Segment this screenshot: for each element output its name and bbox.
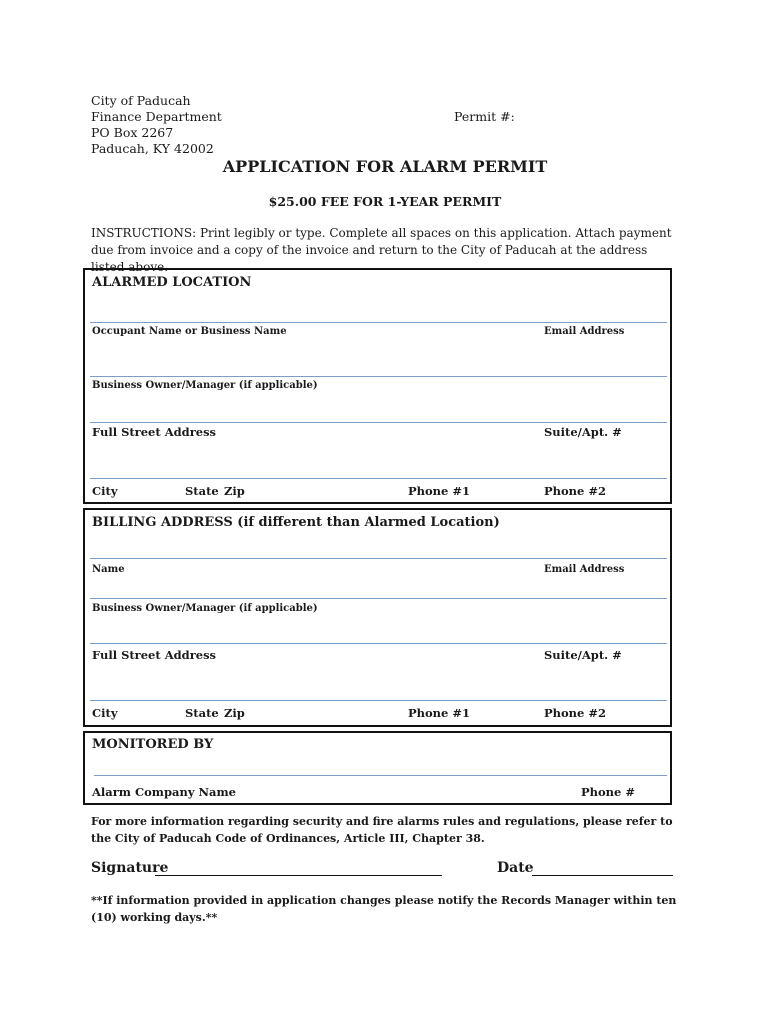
sender-line: Finance Department bbox=[91, 109, 222, 124]
sender-address bbox=[91, 93, 222, 157]
billing-zip-label: Zip bbox=[224, 706, 245, 720]
billing-street-label: Full Street Address bbox=[92, 648, 217, 662]
street-address-label: Full Street Address bbox=[92, 425, 217, 439]
billing-suite-label: Suite/Apt. # bbox=[544, 648, 622, 662]
owner-manager-label: Business Owner/Manager (if applicable) bbox=[92, 380, 318, 391]
billing-address-header: BILLING ADDRESS (if different than Alarmed Location) bbox=[92, 515, 500, 530]
alarm-company-label: Alarm Company Name bbox=[92, 785, 236, 799]
billing-name-field[interactable] bbox=[90, 558, 667, 559]
date-label: Date bbox=[497, 860, 534, 876]
billing-address-section bbox=[83, 508, 672, 727]
city-label: City bbox=[92, 484, 118, 498]
signature-field[interactable] bbox=[155, 875, 442, 876]
monitored-by-section bbox=[83, 731, 672, 805]
sender-line: Paducah, KY 42002 bbox=[91, 141, 214, 156]
alarm-company-phone-label: Phone # bbox=[581, 785, 635, 799]
monitored-by-header: MONITORED BY bbox=[92, 737, 214, 752]
form-title: APPLICATION FOR ALARM PERMIT bbox=[222, 157, 548, 176]
alarm-company-field[interactable] bbox=[94, 775, 667, 776]
occupant-name-field[interactable] bbox=[90, 322, 667, 323]
phone-2-label: Phone #2 bbox=[544, 484, 606, 498]
more-info-text: For more information regarding security and fire alarms rules and regulations, please refer to the City of Paducah Code of Ordinances, Article III, Chapter 38. bbox=[91, 815, 673, 845]
occupant-name-label: Occupant Name or Business Name bbox=[92, 326, 287, 337]
billing-street-field[interactable] bbox=[90, 643, 667, 644]
billing-owner-field[interactable] bbox=[90, 598, 667, 599]
date-field[interactable] bbox=[532, 875, 673, 876]
billing-phone-1-label: Phone #1 bbox=[408, 706, 470, 720]
billing-name-label: Name bbox=[92, 564, 125, 575]
street-address-field[interactable] bbox=[90, 422, 667, 423]
phone-1-label: Phone #1 bbox=[408, 484, 470, 498]
billing-owner-label: Business Owner/Manager (if applicable) bbox=[92, 603, 318, 614]
suite-apt-label: Suite/Apt. # bbox=[544, 425, 622, 439]
signature-label: Signature bbox=[91, 860, 169, 876]
email-address-label: Email Address bbox=[544, 326, 625, 337]
permit-number-label: Permit #: bbox=[454, 109, 515, 124]
billing-phone-2-label: Phone #2 bbox=[544, 706, 606, 720]
city-state-zip-field[interactable] bbox=[90, 478, 667, 479]
alarmed-location-header: ALARMED LOCATION bbox=[92, 275, 252, 290]
sender-line: City of Paducah bbox=[91, 93, 191, 108]
state-label: State bbox=[185, 484, 219, 498]
sender-line: PO Box 2267 bbox=[91, 125, 174, 140]
change-notice: **If information provided in application changes please notify the Records Manager within ten (10) working days.** bbox=[91, 894, 677, 924]
billing-city-state-zip-field[interactable] bbox=[90, 700, 667, 701]
billing-email-label: Email Address bbox=[544, 564, 625, 575]
billing-city-label: City bbox=[92, 706, 118, 720]
instructions: INSTRUCTIONS: Print legibly or type. Complete all spaces on this application. Attach payment due from invoice and a copy of the invoice and return to the City of Paducah at the address listed above. bbox=[91, 226, 672, 274]
billing-state-label: State bbox=[185, 706, 219, 720]
alarmed-location-section bbox=[83, 268, 672, 504]
owner-manager-field[interactable] bbox=[90, 376, 667, 377]
zip-label: Zip bbox=[224, 484, 245, 498]
fee-notice: $25.00 FEE FOR 1-YEAR PERMIT bbox=[268, 194, 502, 209]
